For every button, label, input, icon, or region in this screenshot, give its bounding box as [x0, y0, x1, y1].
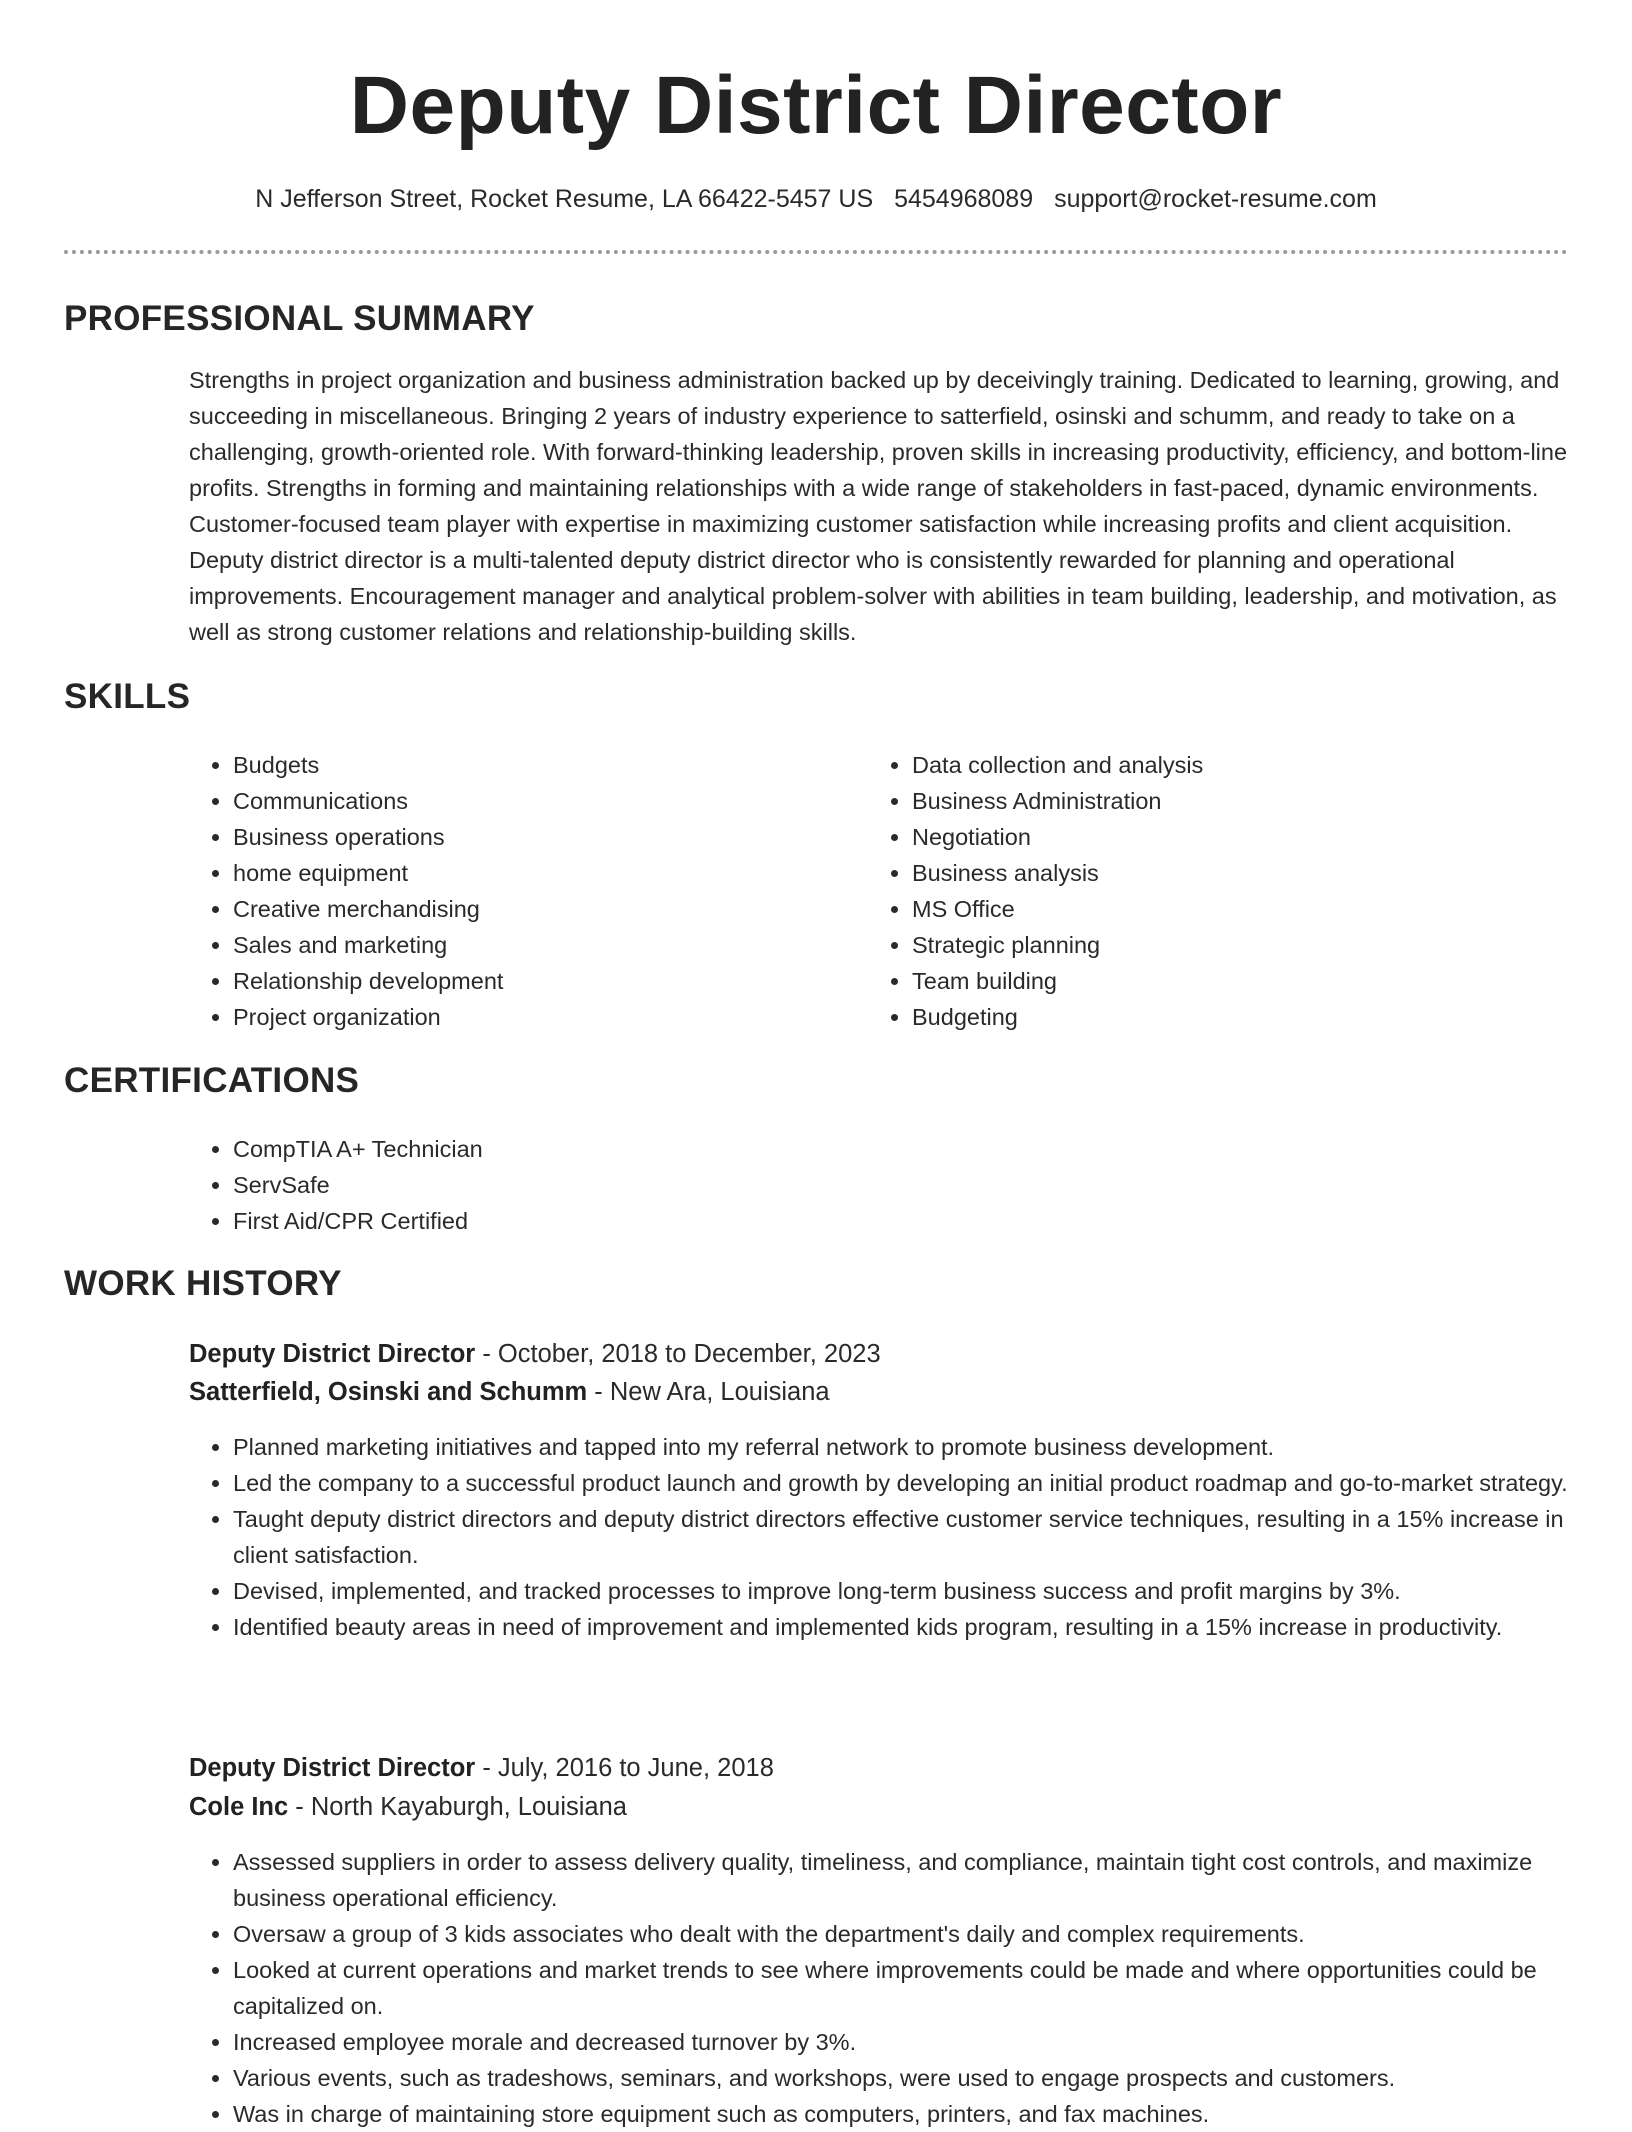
contact-line [0, 181, 1632, 217]
job-role: Deputy District Director [189, 1754, 476, 1782]
certifications-heading: CERTIFICATIONS [64, 1061, 360, 1100]
list-item: • Various events, such as tradeshows, seminars, and workshops, were used to engage prospects and customers. [233, 2060, 1569, 2096]
list-item: • Devised, implemented, and tracked processes to improve long-term business success and profit margins by 3%. [233, 1573, 1569, 1609]
list-item: • Planned marketing initiatives and tapped into my referral network to promote business development. [233, 1429, 1569, 1465]
list-item: • ServSafe [233, 1167, 1533, 1203]
list-item: • Business Administration [912, 783, 1572, 819]
job-company: Cole Inc [189, 1793, 289, 1821]
list-item: • Negotiation [912, 819, 1572, 855]
list-item: • Relationship development [233, 963, 853, 999]
job-dates: - July, 2016 to June, 2018 [475, 1754, 774, 1782]
list-item: • Budgeting [912, 999, 1572, 1035]
list-item: • Led the company to a successful product launch and growth by developing an initial product roadmap and go-to-market strategy. [233, 1465, 1569, 1501]
list-item: • Team building [912, 963, 1572, 999]
skills-list-left [189, 747, 853, 1035]
job-dates: - October, 2018 to December, 2023 [475, 1340, 881, 1368]
list-item: • Sales and marketing [233, 927, 853, 963]
summary-text: Strengths in project organization and business administration backed up by deceivingly training. Dedicated to learning, growing, and succeeding in miscellaneous. Bringing 2 years of industry experience to satterfield, osinski and schumm, and ready to take on a challenging, growth-oriented role. With forward-thinking leadership, proven skills in increasing productivity, efficiency, and bottom-line profits. Strengths in forming and maintaining relationships with a wide range of stakeholders in fast-paced, dynamic environments. Customer-focused team player with expertise in maximizing customer satisfaction while increasing profits and client acquisition. Deputy district director is a multi-talented deputy district director who is consistently rewarded for planning and operational improvements. Encouragement manager and analytical problem-solver with abilities in team building, leadership, and motivation, as well as strong customer relations and relationship-building skills. [189, 367, 1568, 645]
job-company: Satterfield, Osinski and Schumm [189, 1378, 588, 1406]
skills-heading: SKILLS [64, 677, 191, 716]
contact-phone: 5454968089 [894, 185, 1034, 213]
contact-email: support@rocket-resume.com [1054, 185, 1377, 213]
job-company-line [189, 1788, 1569, 1826]
list-item: • Data collection and analysis [912, 747, 1572, 783]
header-divider [64, 250, 1568, 254]
list-item: • CompTIA A+ Technician [233, 1131, 1533, 1167]
work-history-heading: WORK HISTORY [64, 1264, 342, 1303]
resume-name: Deputy District Director [349, 60, 1283, 151]
list-item: • Communications [233, 783, 853, 819]
job-location: - New Ara, Louisiana [587, 1378, 830, 1406]
list-item: • home equipment [233, 855, 853, 891]
job-location: - North Kayaburgh, Louisiana [288, 1793, 627, 1821]
job-bullets [189, 1844, 1569, 2132]
list-item: • Oversaw a group of 3 kids associates who dealt with the department's daily and complex requirements. [233, 1916, 1569, 1952]
list-item: • First Aid/CPR Certified [233, 1203, 1533, 1239]
contact-address: N Jefferson Street, Rocket Resume, LA 66422-5457 US [255, 185, 874, 213]
list-item: • Assessed suppliers in order to assess delivery quality, timeliness, and compliance, maintain tight cost controls, and maximize business operational efficiency. [233, 1844, 1569, 1916]
list-item: • Project organization [233, 999, 853, 1035]
skills-list-right [868, 747, 1572, 1035]
job-title-line [189, 1335, 1569, 1373]
job-role: Deputy District Director [189, 1340, 476, 1368]
list-item: • Budgets [233, 747, 853, 783]
job-title-line [189, 1749, 1569, 1787]
list-item: • Business analysis [912, 855, 1572, 891]
certifications-list [189, 1131, 1533, 1239]
job-bullets [189, 1429, 1569, 1645]
list-item: • Identified beauty areas in need of improvement and implemented kids program, resulting in a 15% increase in productivity. [233, 1609, 1569, 1645]
list-item: • Strategic planning [912, 927, 1572, 963]
list-item: • MS Office [912, 891, 1572, 927]
list-item: • Creative merchandising [233, 891, 853, 927]
list-item: • Business operations [233, 819, 853, 855]
job-company-line [189, 1373, 1569, 1411]
list-item: • Looked at current operations and market trends to see where improvements could be made and where opportunities could be capitalized on. [233, 1952, 1569, 2024]
list-item: • Was in charge of maintaining store equipment such as computers, printers, and fax machines. [233, 2096, 1569, 2132]
list-item: • Increased employee morale and decreased turnover by 3%. [233, 2024, 1569, 2060]
summary-heading: PROFESSIONAL SUMMARY [64, 299, 535, 338]
list-item: • Taught deputy district directors and deputy district directors effective customer service techniques, resulting in a 15% increase in client satisfaction. [233, 1501, 1569, 1573]
